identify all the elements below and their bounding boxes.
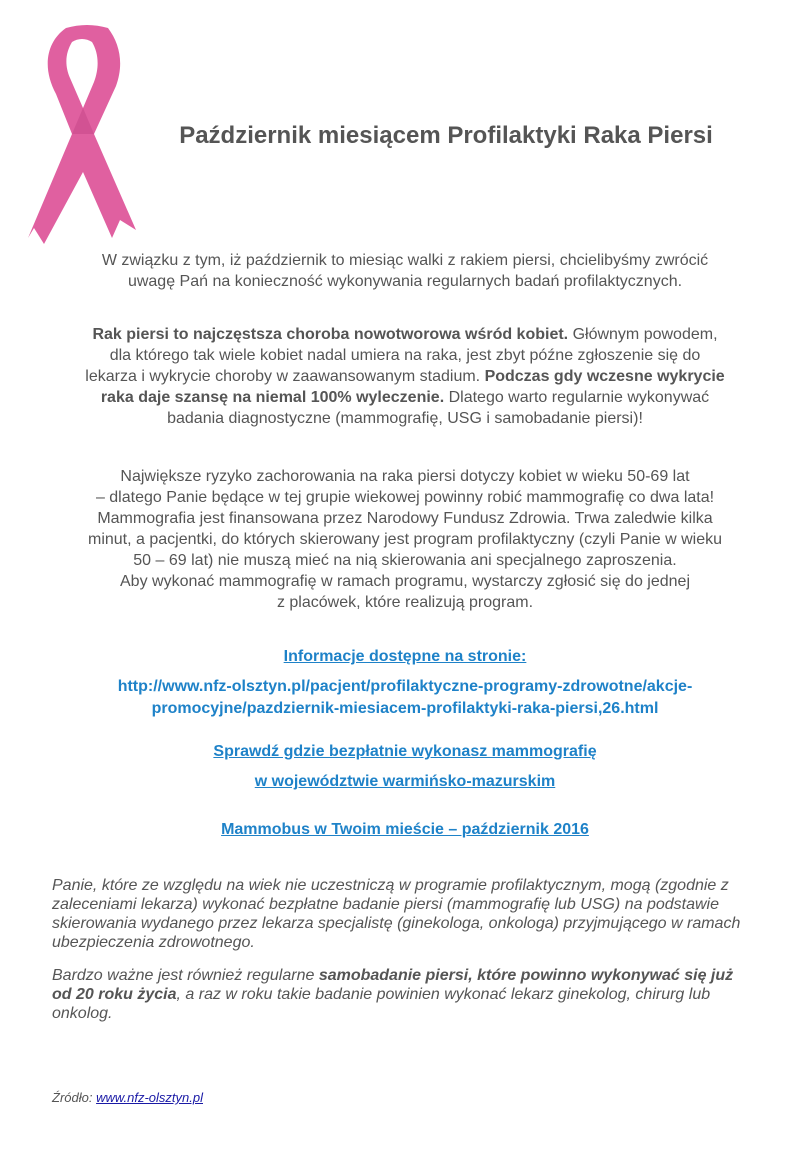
region-link[interactable]: w województwie warmińsko-mazurskim bbox=[254, 773, 556, 790]
page-title: Październik miesiącem Profilaktyki Raka Piersi bbox=[179, 122, 713, 149]
nfz-url-link[interactable]: http://www.nfz-olsztyn.pl/pacjent/profilaktyczne-programy-zdrowotne/akcje- promocyjne/pazdziernik-miesiacem-profilaktyki-raka-piersi,26.html bbox=[117, 678, 693, 717]
source-line: Źródło: www.nfz-olsztyn.pl bbox=[52, 1090, 203, 1105]
source-link[interactable]: www.nfz-olsztyn.pl bbox=[96, 1090, 203, 1105]
mammobus-link[interactable]: Mammobus w Twoim mieście – październik 2016 bbox=[221, 821, 589, 838]
referral-paragraph: Panie, które ze względu na wiek nie uczestniczą w programie profilaktycznym, mogą (zgodnie z zaleceniami lekarza) wykonać bezpłatne badanie piersi (mammografię lub USG) na podstawie skierowania wydanego przez lekarza specjalistę (ginekologa, onkologa) przyjmującego w ramach ubezpieczenia zdrowotnego. bbox=[52, 877, 741, 951]
pink-ribbon-icon bbox=[28, 24, 138, 246]
risk-paragraph: Rak piersi to najczęstsza choroba nowotworowa wśród kobiet. Głównym powodem, dla którego tak wiele kobiet nadal umiera na raka, jest zbyt późne zgłoszenie się do lekarza i wykrycie choroby w zaawansowanym stadium. Podczas gdy wczesne wykrycie raka daje szansę na niemal 100% wyleczenie. Dlatego warto regularnie wykonywać badania diagnostyczne (mammografię, USG i samobadanie piersi)! bbox=[85, 326, 725, 427]
self-exam-paragraph: Bardzo ważne jest również regularne samobadanie piersi, które powinno wykonywać się już od 20 roku życia, a raz w roku takie badanie powinien wykonać lekarz ginekolog, chirurg lub onkolog. bbox=[52, 967, 734, 1022]
screening-paragraph: Największe ryzyko zachorowania na raka piersi dotyczy kobiet w wieku 50-69 lat – dlatego Panie będące w tej grupie wiekowej powinny robić mammografię co dwa lata! Mammografia jest finansowana przez Narodowy Fundusz Zdrowia. Trwa zaledwie kilka minut, a pacjentki, do których skierowany jest program profilaktyczny (czyli Panie w wieku 50 – 69 lat) nie muszą mieć na nią skierowania ani specjalnego zaproszenia. Aby wykonać mammografię w ramach programu, wystarczy zgłosić się do jednej z placówek, które realizują program. bbox=[87, 468, 723, 611]
info-link[interactable]: Informacje dostępne na stronie: bbox=[283, 648, 527, 665]
intro-paragraph: W związku z tym, iż październik to miesiąc walki z rakiem piersi, chcielibyśmy zwrócić uwagę Pań na konieczność wykonywania regularnych badań profilaktycznych. bbox=[101, 252, 709, 290]
check-mammography-link[interactable]: Sprawdź gdzie bezpłatnie wykonasz mammografię bbox=[213, 743, 597, 760]
